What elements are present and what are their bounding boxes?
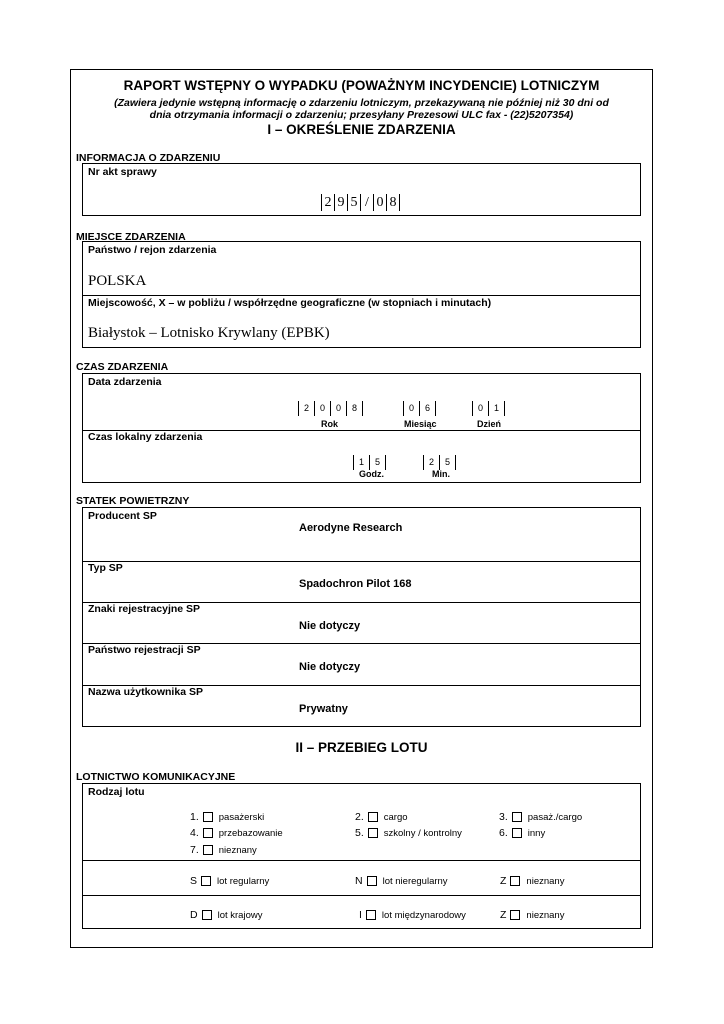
- option-letter: Z: [500, 909, 507, 921]
- option-number: 6.: [499, 827, 508, 839]
- type-label: Typ SP: [88, 562, 123, 574]
- year-field[interactable]: [298, 401, 363, 416]
- day-digit: 1: [488, 401, 505, 416]
- checkbox[interactable]: [203, 812, 213, 822]
- checkbox[interactable]: [202, 910, 212, 920]
- case-number-box: [82, 163, 641, 216]
- option-passenger[interactable]: [190, 811, 264, 823]
- hour-label: Godz.: [359, 469, 384, 479]
- flight-kind-label: Rodzaj lotu: [88, 786, 145, 798]
- country-label: Państwo / rejon zdarzenia: [88, 244, 217, 256]
- hour-field[interactable]: [353, 455, 386, 470]
- month-label: Miesiąc: [404, 419, 437, 429]
- manufacturer-value[interactable]: Aerodyne Research: [299, 522, 403, 534]
- place-box: [82, 241, 641, 348]
- hour-digit: 5: [369, 455, 386, 470]
- option-number: 1.: [190, 811, 199, 823]
- option-ferry[interactable]: [190, 827, 283, 839]
- option-label: cargo: [383, 811, 408, 823]
- divider: [83, 295, 640, 296]
- option-international[interactable]: [359, 909, 466, 921]
- case-char: 9: [334, 194, 347, 211]
- year-digit: 0: [330, 401, 346, 416]
- option-number: 3.: [499, 811, 508, 823]
- checkbox[interactable]: [367, 876, 377, 886]
- option-unknown[interactable]: [190, 844, 257, 856]
- manufacturer-label: Producent SP: [88, 510, 157, 522]
- case-char: 8: [386, 194, 400, 211]
- checkbox[interactable]: [366, 910, 376, 920]
- option-label: nieznany: [526, 909, 565, 921]
- time-heading: CZAS ZDARZENIA: [76, 361, 169, 373]
- option-passenger-cargo[interactable]: [499, 811, 582, 823]
- checkbox[interactable]: [510, 876, 520, 886]
- case-number-field[interactable]: [321, 194, 400, 211]
- year-digit: 2: [298, 401, 314, 416]
- section-1-heading: I – OKREŚLENIE ZDARZENIA: [267, 122, 456, 137]
- option-label: pasażerski: [218, 811, 265, 823]
- option-label: lot regularny: [217, 875, 270, 887]
- option-label: nieznany: [218, 844, 257, 856]
- minute-digit: 2: [423, 455, 439, 470]
- option-label: lot krajowy: [217, 909, 263, 921]
- option-other[interactable]: [499, 827, 545, 839]
- checkbox[interactable]: [512, 828, 522, 838]
- year-digit: 0: [314, 401, 330, 416]
- day-field[interactable]: [472, 401, 505, 416]
- option-label: pasaż./cargo: [527, 811, 583, 823]
- option-number: 4.: [190, 827, 199, 839]
- option-letter: D: [190, 909, 198, 921]
- type-value[interactable]: Spadochron Pilot 168: [299, 578, 412, 590]
- option-number: 5.: [355, 827, 364, 839]
- form-subtitle-line1: (Zawiera jedynie wstępną informację o zdarzeniu lotniczym, przekazywaną nie później niż 30 dni od: [114, 97, 609, 109]
- case-number-label: Nr akt sprawy: [88, 166, 157, 178]
- option-cargo[interactable]: [355, 811, 408, 823]
- flight-heading: LOTNICTWO KOMUNIKACYJNE: [76, 771, 236, 783]
- day-digit: 0: [472, 401, 488, 416]
- checkbox[interactable]: [512, 812, 522, 822]
- operator-value[interactable]: Prywatny: [299, 703, 348, 715]
- location-label: Miejscowość, X – w pobliżu / współrzędne geograficzne (w stopniach i minutach): [88, 297, 492, 309]
- case-char: 0: [373, 194, 386, 211]
- month-field[interactable]: [403, 401, 436, 416]
- option-irregular[interactable]: [355, 875, 448, 887]
- country-value[interactable]: POLSKA: [88, 273, 147, 289]
- option-letter: S: [190, 875, 198, 887]
- checkbox[interactable]: [201, 876, 211, 886]
- option-regular[interactable]: [190, 875, 269, 887]
- option-training[interactable]: [355, 827, 462, 839]
- option-number: 2.: [355, 811, 364, 823]
- divider: [83, 561, 640, 562]
- option-label: przebazowanie: [218, 827, 283, 839]
- date-label: Data zdarzenia: [88, 376, 162, 388]
- option-letter: I: [359, 909, 362, 921]
- option-label: szkolny / kontrolny: [383, 827, 462, 839]
- place-heading: MIEJSCE ZDARZENIA: [76, 231, 186, 243]
- month-digit: 6: [419, 401, 436, 416]
- operator-label: Nazwa użytkownika SP: [88, 686, 203, 698]
- form-subtitle: [70, 97, 653, 121]
- info-heading: INFORMACJA O ZDARZENIU: [76, 152, 221, 164]
- registration-label: Znaki rejestracyjne SP: [88, 603, 201, 615]
- day-label: Dzień: [477, 419, 502, 429]
- case-char: 5: [347, 194, 360, 211]
- option-regularity-unknown[interactable]: [500, 875, 564, 887]
- local-time-label: Czas lokalny zdarzenia: [88, 431, 203, 443]
- option-label: nieznany: [526, 875, 565, 887]
- minute-label: Min.: [432, 469, 450, 479]
- checkbox[interactable]: [368, 828, 378, 838]
- section-2-heading: II – PRZEBIEG LOTU: [295, 740, 428, 755]
- location-value[interactable]: Białystok – Lotnisko Krywlany (EPBK): [88, 325, 330, 341]
- flight-box: [82, 783, 641, 929]
- option-number: 7.: [190, 844, 199, 856]
- reg-country-value[interactable]: Nie dotyczy: [299, 661, 361, 673]
- option-label: inny: [527, 827, 546, 839]
- option-label: lot międzynarodowy: [381, 909, 466, 921]
- year-label: Rok: [321, 419, 339, 429]
- aircraft-heading: STATEK POWIETRZNY: [76, 495, 190, 507]
- time-box: [82, 373, 641, 483]
- option-label: lot nieregularny: [382, 875, 448, 887]
- case-char: /: [360, 194, 373, 211]
- minute-field[interactable]: [423, 455, 456, 470]
- option-scope-unknown[interactable]: [500, 909, 564, 921]
- year-digit: 8: [346, 401, 363, 416]
- hour-digit: 1: [353, 455, 369, 470]
- option-letter: N: [355, 875, 363, 887]
- checkbox[interactable]: [368, 812, 378, 822]
- option-letter: Z: [500, 875, 507, 887]
- divider: [83, 895, 640, 896]
- month-digit: 0: [403, 401, 419, 416]
- checkbox[interactable]: [510, 910, 520, 920]
- reg-country-label: Państwo rejestracji SP: [88, 644, 201, 656]
- checkbox[interactable]: [203, 828, 213, 838]
- form-subtitle-line2: dnia otrzymania informacji o zdarzeniu; przesyłany Prezesowi ULC fax - (22)5207354): [149, 109, 574, 121]
- minute-digit: 5: [439, 455, 456, 470]
- checkbox[interactable]: [203, 845, 213, 855]
- registration-value[interactable]: Nie dotyczy: [299, 620, 361, 632]
- case-char: 2: [321, 194, 334, 211]
- form-title: RAPORT WSTĘPNY O WYPADKU (POWAŻNYM INCYDENCIE) LOTNICZYM: [123, 78, 600, 93]
- divider: [83, 860, 640, 861]
- option-domestic[interactable]: [190, 909, 262, 921]
- aircraft-box: [82, 507, 641, 727]
